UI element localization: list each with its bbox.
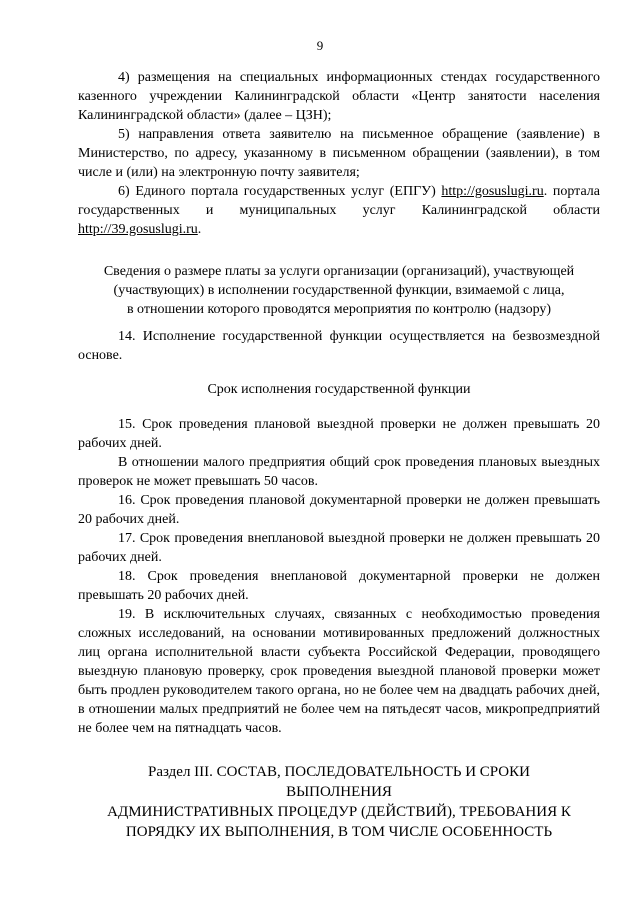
fee-heading-line-3: в отношении которого проводятся мероприятия по контролю (надзору) — [126, 302, 552, 317]
section-heading-line-2: ВЫПОЛНЕНИЯ — [286, 784, 392, 800]
section-heading-line-1: Раздел III. СОСТАВ, ПОСЛЕДОВАТЕЛЬНОСТЬ И СРОКИ — [148, 764, 530, 780]
list-item-6 — [78, 182, 600, 239]
paragraph-14: 14. Исполнение государственной функции осуществляется на безвозмездной основе. — [78, 329, 600, 363]
paragraph-19: 19. В исключительных случаях, связанных с необходимостью проведения сложных исследований, на основании мотивированных предложений должностных лиц органа исполнительной власти субъекта Российской Федерации, проводящего выездную плановую проверку, срок проведения выездной плановой проверки может быть продлен руководителем такого органа, но не более чем на двадцать рабочих дней, в отношении малых предприятий не более чем на пятьдесят часов, микропредприятий не более чем на пятнадцать часов. — [78, 607, 600, 736]
gosuslugi-link[interactable]: http://gosuslugi.ru — [441, 184, 544, 199]
paragraph-16: 16. Срок проведения плановой документарной проверки не должен превышать 20 рабочих дней. — [78, 493, 600, 527]
term-heading: Срок исполнения государственной функции — [207, 382, 471, 397]
paragraph-15: 15. Срок проведения плановой выездной проверки не должен превышать 20 рабочих дней. — [78, 417, 600, 451]
list-item-6-text-2: . портала государственных и муниципальных услуг Калининградской области — [78, 184, 600, 218]
list-item-6-text: 6) Единого портала государственных услуг (ЕПГУ) — [118, 184, 442, 199]
list-item-6-text-3: . — [197, 222, 202, 237]
fee-heading-line-2: (участвующих) в исполнении государственной функции, взимаемой с лица, — [113, 283, 565, 298]
fee-heading-line-1: Сведения о размере платы за услуги организации (организаций), участвующей — [103, 264, 575, 279]
paragraph-15-small-business: В отношении малого предприятия общий срок проведения плановых выездных проверок не может превышать 50 часов. — [78, 455, 600, 489]
paragraph-17: 17. Срок проведения внеплановой выездной проверки не должен превышать 20 рабочих дней. — [78, 531, 600, 565]
informing-methods-list — [78, 68, 600, 239]
fee-heading — [78, 262, 600, 319]
regional-gosuslugi-link[interactable]: http://39.gosuslugi.ru — [78, 222, 198, 237]
paragraph-14-block — [78, 327, 600, 365]
list-item-4: 4) размещения на специальных информационных стендах государственного казенного учреждении Калининградской области «Центр занятости населения Калининградской области» (далее – ЦЗН); — [78, 70, 600, 123]
list-item-5: 5) направления ответа заявителю на письменное обращение (заявление) в Министерство, по адресу, указанному в письменном обращении (заявлении), в том числе и (или) на электронную почту заявителя; — [78, 127, 600, 180]
section-heading-line-3: АДМИНИСТРАТИВНЫХ ПРОЦЕДУР (ДЕЙСТВИЙ), ТРЕБОВАНИЯ К — [107, 804, 571, 820]
terms-paragraphs — [78, 415, 600, 738]
section-heading-line-4: ПОРЯДКУ ИХ ВЫПОЛНЕНИЯ, В ТОМ ЧИСЛЕ ОСОБЕННОСТЬ — [125, 824, 553, 840]
paragraph-18: 18. Срок проведения внеплановой документарной проверки не должен превышать 20 рабочих дней. — [78, 569, 600, 603]
page-number: 9 — [316, 38, 324, 53]
section-heading — [78, 762, 600, 842]
